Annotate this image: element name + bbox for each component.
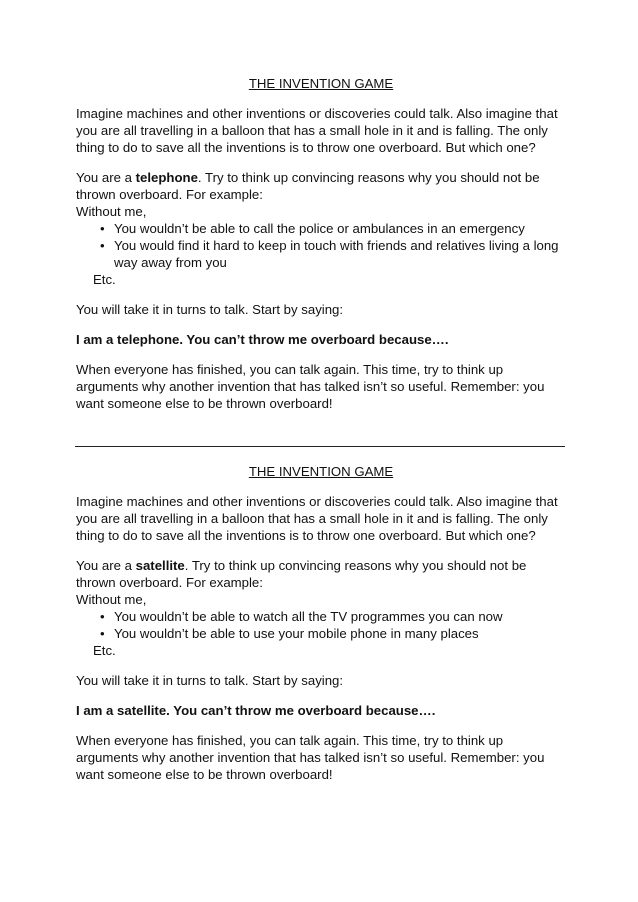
example-list xyxy=(76,608,566,642)
example-text: You wouldn’t be able to use your mobile phone in many places xyxy=(114,626,479,641)
turns-instruction: You will take it in turns to talk. Start by saying: xyxy=(76,302,344,317)
bullet-icon: • xyxy=(100,221,105,236)
etc-label: Etc. xyxy=(93,643,116,658)
list-item xyxy=(100,625,566,642)
list-item xyxy=(100,237,566,271)
card-title: THE INVENTION GAME xyxy=(248,464,394,479)
invention-game-card-satellite xyxy=(76,463,566,796)
role-prefix: You are a xyxy=(76,170,136,185)
list-item xyxy=(100,608,566,625)
bullet-icon: • xyxy=(100,609,105,624)
role-instruction xyxy=(76,169,566,203)
role-prefix: You are a xyxy=(76,558,136,573)
without-me-label: Without me, xyxy=(76,592,147,607)
example-list xyxy=(76,220,566,271)
opening-line: I am a satellite. You can’t throw me overboard because…. xyxy=(76,703,436,718)
role-suffix: . Try to think up convincing reasons why you should not be thrown overboard. For example: xyxy=(76,170,540,202)
example-text: You wouldn’t be able to call the police or ambulances in an emergency xyxy=(114,221,525,236)
role-name: satellite xyxy=(135,558,185,573)
without-me-label: Without me, xyxy=(76,204,147,219)
opening-line: I am a telephone. You can’t throw me overboard because…. xyxy=(76,332,449,347)
role-block xyxy=(76,169,566,288)
closing-instruction: When everyone has finished, you can talk again. This time, try to think up arguments why another invention that has talked isn’t so useful. Remember: you want someone else to be thrown overboard! xyxy=(76,362,545,411)
bullet-icon: • xyxy=(100,626,105,641)
bullet-icon: • xyxy=(100,238,105,253)
role-name: telephone xyxy=(135,170,198,185)
etc-label: Etc. xyxy=(93,272,116,287)
card-intro: Imagine machines and other inventions or discoveries could talk. Also imagine that you are all travelling in a balloon that has a small hole in it and is falling. The only thing to do to save all the inventions is to throw one overboard. But which one? xyxy=(76,106,558,155)
card-intro: Imagine machines and other inventions or discoveries could talk. Also imagine that you are all travelling in a balloon that has a small hole in it and is falling. The only thing to do to save all the inventions is to throw one overboard. But which one? xyxy=(76,494,558,543)
role-instruction xyxy=(76,557,566,591)
turns-instruction: You will take it in turns to talk. Start by saying: xyxy=(76,673,344,688)
cut-line-divider xyxy=(75,446,565,447)
role-block xyxy=(76,557,566,659)
role-suffix: . Try to think up convincing reasons why you should not be thrown overboard. For example: xyxy=(76,558,527,590)
example-text: You wouldn’t be able to watch all the TV programmes you can now xyxy=(114,609,503,624)
closing-instruction: When everyone has finished, you can talk again. This time, try to think up arguments why another invention that has talked isn’t so useful. Remember: you want someone else to be thrown overboard! xyxy=(76,733,545,782)
list-item xyxy=(100,220,566,237)
card-title: THE INVENTION GAME xyxy=(248,76,394,91)
invention-game-card-telephone xyxy=(76,75,566,425)
example-text: You would find it hard to keep in touch with friends and relatives living a long way away from you xyxy=(114,238,559,270)
